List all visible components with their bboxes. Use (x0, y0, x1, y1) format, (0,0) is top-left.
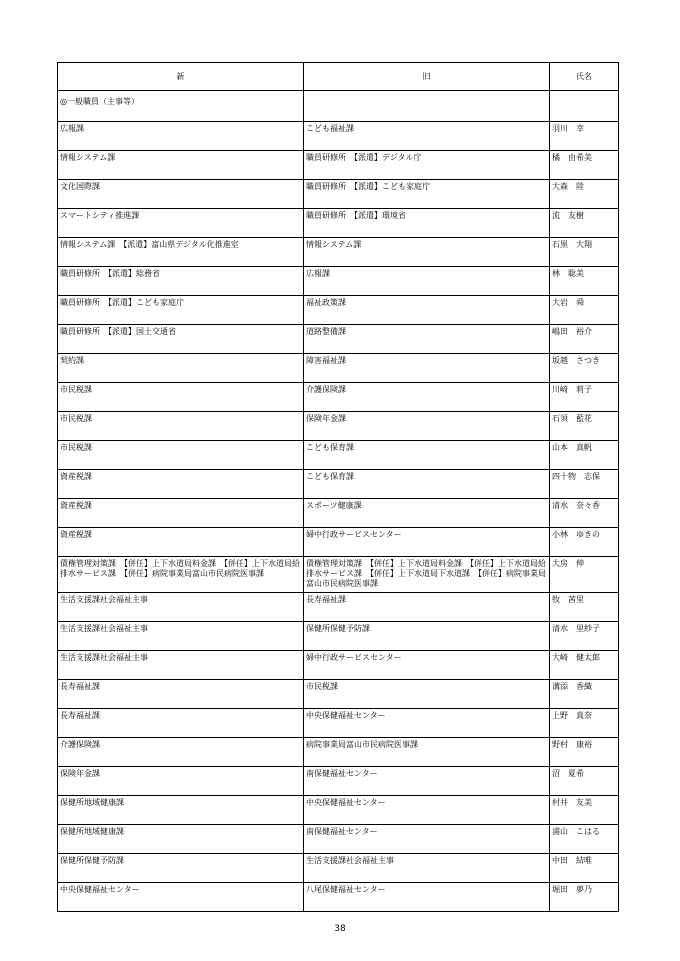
cell-old: 中央保健福祉センター (304, 709, 550, 738)
table-row (58, 470, 619, 499)
cell-name: 溝添 香織 (550, 680, 619, 709)
table-row (58, 651, 619, 680)
cell-old: 生活支援課社会福祉主事 (304, 854, 550, 883)
cell-old: 南保健福祉センター (304, 767, 550, 796)
table-row (58, 267, 619, 296)
table-row (58, 825, 619, 854)
cell-new: 債権管理対策課 【併任】上下水道局料金課 【併任】上下水道局給排水サービス課 【併任】病院事業局富山市民病院医事課 (58, 557, 304, 593)
cell-new: 職員研修所 【派遣】総務省 (58, 267, 304, 296)
section-title: ◎一般職員（主事等） (58, 91, 304, 122)
table-row (58, 180, 619, 209)
cell-new: 市民税課 (58, 441, 304, 470)
section-row (58, 91, 619, 122)
cell-new: 保険年金課 (58, 767, 304, 796)
page-number: 38 (334, 924, 346, 934)
cell-old: 八尾保健福祉センター (304, 883, 550, 912)
cell-new: 保健所地域健康課 (58, 825, 304, 854)
table-row (58, 528, 619, 557)
cell-name: 嶋田 裕介 (550, 325, 619, 354)
cell-name: 清水 里紗子 (550, 622, 619, 651)
cell-old: 職員研修所 【派遣】環境省 (304, 209, 550, 238)
cell-old: 道路整備課 (304, 325, 550, 354)
cell-new: 生活支援課社会福祉主事 (58, 622, 304, 651)
cell-old: 保険年金課 (304, 412, 550, 441)
table-row (58, 622, 619, 651)
cell-new: 市民税課 (58, 383, 304, 412)
cell-name: 流 友樹 (550, 209, 619, 238)
cell-new: 保健所地域健康課 (58, 796, 304, 825)
table-row (58, 499, 619, 528)
cell-new: 情報システム課 (58, 151, 304, 180)
cell-name: 川崎 莉子 (550, 383, 619, 412)
cell-old: 職員研修所 【派遣】こども家庭庁 (304, 180, 550, 209)
cell-name: 四十物 志保 (550, 470, 619, 499)
table-row (58, 122, 619, 151)
cell-new: 職員研修所 【派遣】こども家庭庁 (58, 296, 304, 325)
cell-new: 文化国際課 (58, 180, 304, 209)
cell-old: 福祉政策課 (304, 296, 550, 325)
cell-old: こども福祉課 (304, 122, 550, 151)
cell-name: 小林 ゆきの (550, 528, 619, 557)
cell-new: スマートシティ推進課 (58, 209, 304, 238)
cell-old: 婦中行政サービスセンター (304, 651, 550, 680)
table-row (58, 325, 619, 354)
cell-name: 林 聡美 (550, 267, 619, 296)
cell-new: 情報システム課 【派遣】富山県デジタル化推進室 (58, 238, 304, 267)
table-row (58, 593, 619, 622)
cell-name: 中田 結唯 (550, 854, 619, 883)
table-row (58, 883, 619, 912)
cell-old: 中央保健福祉センター (304, 796, 550, 825)
cell-name: 牧 茜里 (550, 593, 619, 622)
cell-new: 介護保険課 (58, 738, 304, 767)
cell-name: 山本 真帆 (550, 441, 619, 470)
table-row (58, 680, 619, 709)
section-blank-name (550, 91, 619, 122)
personnel-table (57, 62, 619, 912)
table-row (58, 412, 619, 441)
cell-new: 長寿福祉課 (58, 709, 304, 738)
cell-name: 野村 康裕 (550, 738, 619, 767)
cell-old: こども保育課 (304, 470, 550, 499)
table-row (58, 209, 619, 238)
cell-old: 保健所保健予防課 (304, 622, 550, 651)
cell-name: 沼 夏希 (550, 767, 619, 796)
table-row (58, 738, 619, 767)
table-row (58, 296, 619, 325)
cell-name: 堀田 夢乃 (550, 883, 619, 912)
cell-new: 生活支援課社会福祉主事 (58, 651, 304, 680)
header-new: 新 (58, 63, 304, 91)
cell-old: 長寿福祉課 (304, 593, 550, 622)
cell-name: 村井 友美 (550, 796, 619, 825)
table-row (58, 354, 619, 383)
table-row (58, 151, 619, 180)
cell-new: 資産税課 (58, 499, 304, 528)
cell-old: 病院事業局富山市民病院医事課 (304, 738, 550, 767)
cell-old: 広報課 (304, 267, 550, 296)
table-row (58, 709, 619, 738)
table-row (58, 383, 619, 412)
cell-old: スポーツ健康課 (304, 499, 550, 528)
cell-old: 介護保険課 (304, 383, 550, 412)
cell-new: 契約課 (58, 354, 304, 383)
cell-new: 中央保健福祉センター (58, 883, 304, 912)
cell-old: 障害福祉課 (304, 354, 550, 383)
header-row (58, 63, 619, 91)
header-old: 旧 (304, 63, 550, 91)
table-row (58, 854, 619, 883)
table-row (58, 767, 619, 796)
cell-new: 広報課 (58, 122, 304, 151)
cell-name: 橘 由希美 (550, 151, 619, 180)
cell-old: 婦中行政サービスセンター (304, 528, 550, 557)
cell-name: 石黒 大翔 (550, 238, 619, 267)
cell-new: 資産税課 (58, 470, 304, 499)
cell-new: 職員研修所 【派遣】国土交通省 (58, 325, 304, 354)
cell-old: 南保健福祉センター (304, 825, 550, 854)
cell-name: 大森 陸 (550, 180, 619, 209)
cell-name: 坂越 さつき (550, 354, 619, 383)
cell-old: 職員研修所 【派遣】デジタル庁 (304, 151, 550, 180)
table-row (58, 796, 619, 825)
cell-new: 資産税課 (58, 528, 304, 557)
cell-name: 羽川 幸 (550, 122, 619, 151)
cell-name: 大崎 健太郎 (550, 651, 619, 680)
cell-name: 上野 真奈 (550, 709, 619, 738)
cell-name: 大房 伸 (550, 557, 619, 593)
cell-new: 長寿福祉課 (58, 680, 304, 709)
table-row (58, 557, 619, 593)
cell-name: 大岩 舜 (550, 296, 619, 325)
table-row (58, 441, 619, 470)
cell-old: こども保育課 (304, 441, 550, 470)
cell-old: 市民税課 (304, 680, 550, 709)
section-blank-old (304, 91, 550, 122)
cell-old: 情報システム課 (304, 238, 550, 267)
cell-new: 市民税課 (58, 412, 304, 441)
cell-name: 浦山 こはる (550, 825, 619, 854)
cell-new: 保健所保健予防課 (58, 854, 304, 883)
cell-name: 石須 藍花 (550, 412, 619, 441)
cell-name: 清水 奈々香 (550, 499, 619, 528)
cell-new: 生活支援課社会福祉主事 (58, 593, 304, 622)
cell-old: 債権管理対策課 【併任】上下水道局料金課 【併任】上下水道局給排水サービス課 【併任】上下水道局下水道課 【併任】病院事業局富山市民病院医事課 (304, 557, 550, 593)
table-row (58, 238, 619, 267)
header-name: 氏名 (550, 63, 619, 91)
